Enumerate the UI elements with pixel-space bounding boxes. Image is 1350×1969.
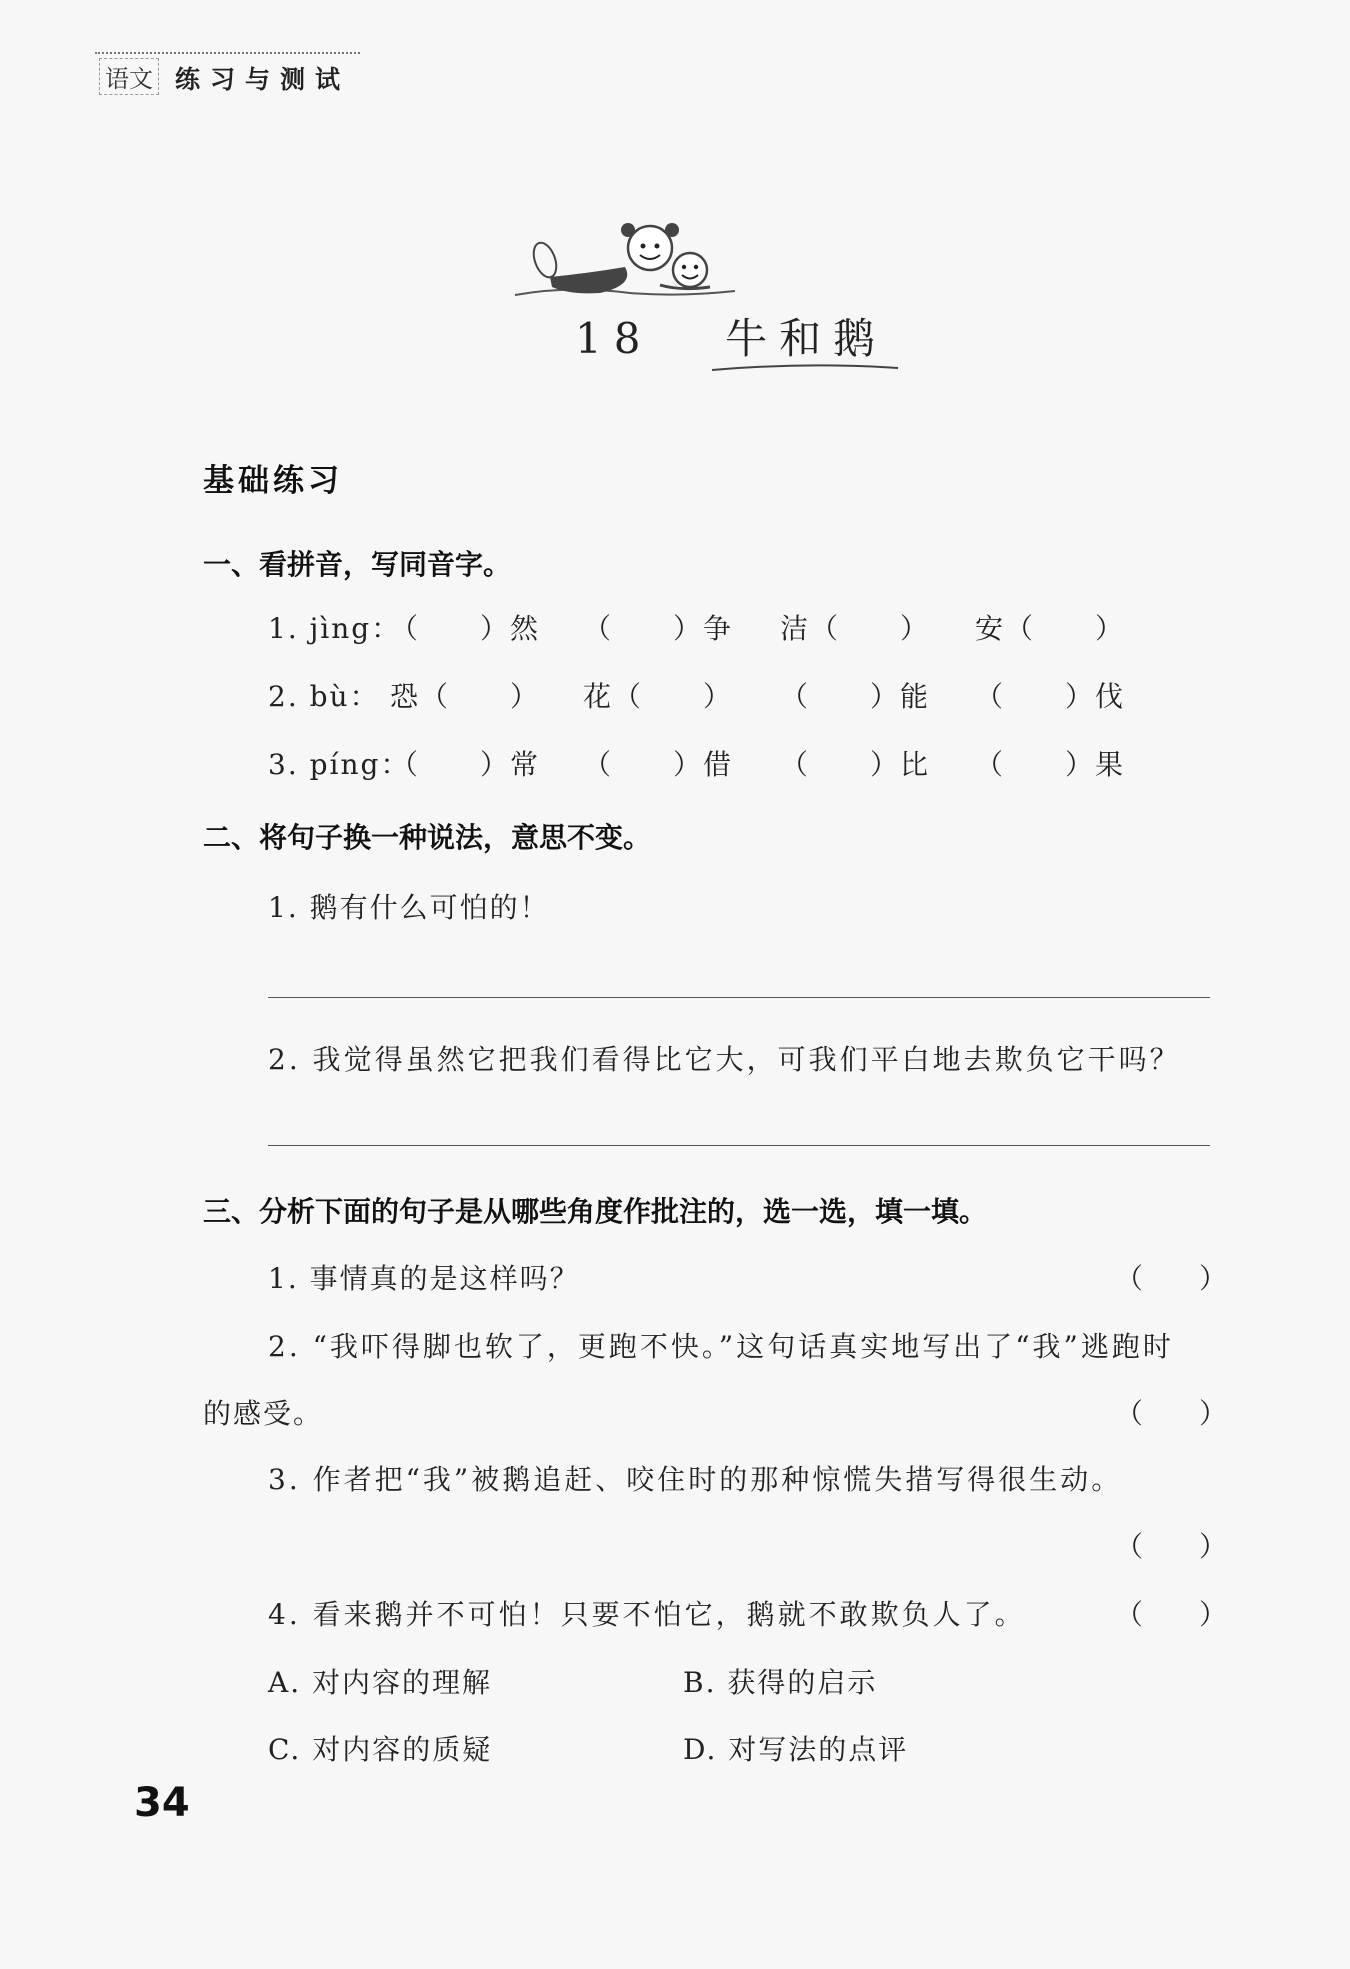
q3-item4: 4. 看来鹅并不可怕！只要不怕它，鹅就不敢欺负人了。 [268,1598,1026,1631]
q3-item1: 1. 事情真的是这样吗？ [268,1262,580,1295]
section-basic-practice: 基础练习 [203,463,343,499]
q3-item2-line1: 2. “我吓得脚也软了，更跑不快。”这句话真实地写出了“我”逃跑时 [268,1330,1174,1363]
lesson-number: 18 [575,314,653,363]
q3-option-c: C. 对内容的质疑 [268,1733,493,1766]
q1-row1-item4: 安（ ） [975,612,1126,645]
page-header [95,52,360,92]
q3-option-d: D. 对写法的点评 [683,1733,909,1766]
q1-row1-item1: （ ）然 [390,612,541,645]
q3-answer-blank-4[interactable]: （ ） [1115,1598,1228,1631]
header-book-title: 练习与测试 [175,65,351,94]
q1-row3-item4: （ ）果 [975,748,1126,781]
q3-heading: 三、分析下面的句子是从哪些角度作批注的，选一选，填一填。 [203,1195,988,1228]
q1-row2-item2: 花（ ） [583,680,734,713]
q2-item2: 2. 我觉得虽然它把我们看得比它大，可我们平白地去欺负它干吗？ [268,1043,1181,1076]
q1-row3-item3: （ ）比 [780,748,931,781]
q3-answer-blank-2[interactable]: （ ） [1115,1397,1228,1430]
q1-row2-item4: （ ）伐 [975,680,1126,713]
q3-item2-line2: 的感受。 [203,1397,324,1430]
q1-row1-label: 1. jìng： [268,612,402,645]
q1-row1-item2: （ ）争 [583,612,734,645]
page-number: 34 [134,1780,190,1826]
q2-heading: 二、将句子换一种说法，意思不变。 [203,821,652,854]
q1-row3-item2: （ ）借 [583,748,734,781]
lesson-name: 牛和鹅 [725,314,888,363]
lesson-title [575,306,887,366]
q1-row3-label: 3. píng： [268,748,411,781]
q1-row1-item3: 洁（ ） [780,612,931,645]
q3-answer-blank-1[interactable]: （ ） [1115,1262,1228,1295]
q2-answer-line-1[interactable] [268,997,1210,998]
q2-item1: 1. 鹅有什么可怕的！ [268,891,550,924]
children-illustration [510,215,740,315]
q3-answer-blank-3[interactable]: （ ） [1115,1530,1228,1563]
q1-row2-item1: 恐（ ） [390,680,541,713]
title-swash [710,360,900,376]
q3-item3: 3. 作者把“我”被鹅追赶、咬住时的那种惊慌失措写得很生动。 [268,1463,1123,1496]
q1-row2-item3: （ ）能 [780,680,931,713]
header-subject: 语文 [99,58,159,95]
q1-heading: 一、看拼音，写同音字。 [203,548,512,581]
q1-row2-label: 2. bù： [268,680,380,713]
q2-answer-line-2[interactable] [268,1145,1210,1146]
q3-option-b: B. 获得的启示 [683,1666,878,1699]
q1-row3-item1: （ ）常 [390,748,541,781]
q3-option-a: A. 对内容的理解 [268,1666,493,1699]
